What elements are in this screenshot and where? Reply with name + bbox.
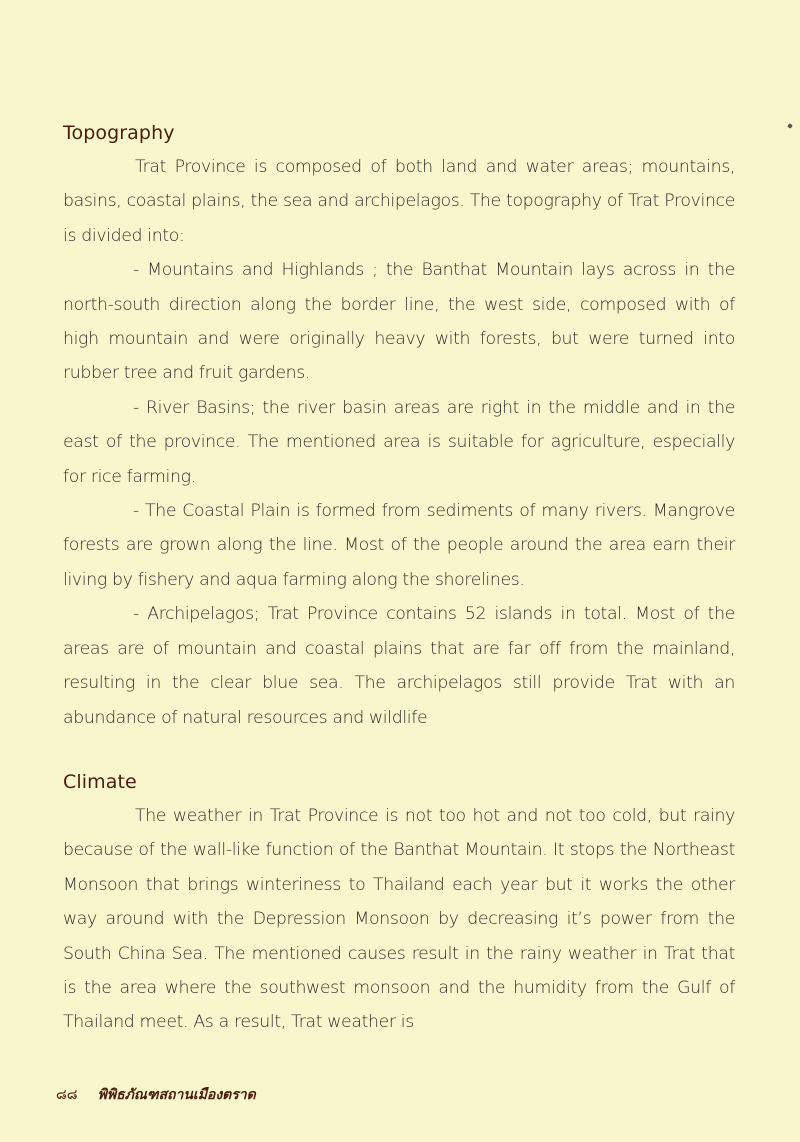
paragraph-archipelagos: - Archipelagos; Trat Province contains 52 islands in total. Most of the areas are of mountain and coastal plains that are far off from the mainland, resulting in the clear blue sea. The archipelagos still provide Trat with an abundance of natural resources and wildlife [63, 604, 735, 728]
page-content [63, 116, 735, 1040]
paper-speck [787, 123, 792, 128]
page-number: ๘๘ [56, 1087, 78, 1103]
section-heading: Topography [63, 122, 175, 144]
section-heading: Climate [63, 770, 137, 793]
page-footer [56, 1084, 256, 1106]
publication-title: พิพิธภัณฑสถานเมืองตราด [97, 1087, 256, 1103]
section-topography [63, 116, 735, 735]
paragraph-coastal-plain: - The Coastal Plain is formed from sediments of many rivers. Mangrove forests are grown along the line. Most of the people around the area earn their living by fishery and aqua farming along the shorelines. [63, 501, 735, 590]
section-climate [63, 765, 735, 1040]
paragraph-river-basins: - River Basins; the river basin areas are right in the middle and in the east of the province. The mentioned area is suitable for agriculture, especially for rice farming. [63, 397, 735, 487]
section-spacer [63, 735, 735, 765]
paragraph-mountains: - Mountains and Highlands ; the Banthat Mountain lays across in the north-south direction along the border line, the west side, composed with of high mountain and were originally heavy with forests, but were turned into rubber tree and fruit gardens. [63, 260, 735, 384]
paragraph-weather: The weather in Trat Province is not too hot and not too cold, but rainy because of the wall-like function of the Banthat Mountain. It stops the Northeast Monsoon that brings winteriness to Thailand each year but it works the other way around with the Depression Monsoon by decreasing it’s power from the South China Sea. The mentioned causes result in the rainy weather in Trat that is the area where the southwest monsoon and the humidity from the Gulf of Thailand meet. As a result, Trat weather is [63, 805, 735, 1033]
paragraph-intro: Trat Province is composed of both land and water areas; mountains, basins, coastal plains, the sea and archipelagos. The topography of Trat Province is divided into: [63, 157, 735, 246]
